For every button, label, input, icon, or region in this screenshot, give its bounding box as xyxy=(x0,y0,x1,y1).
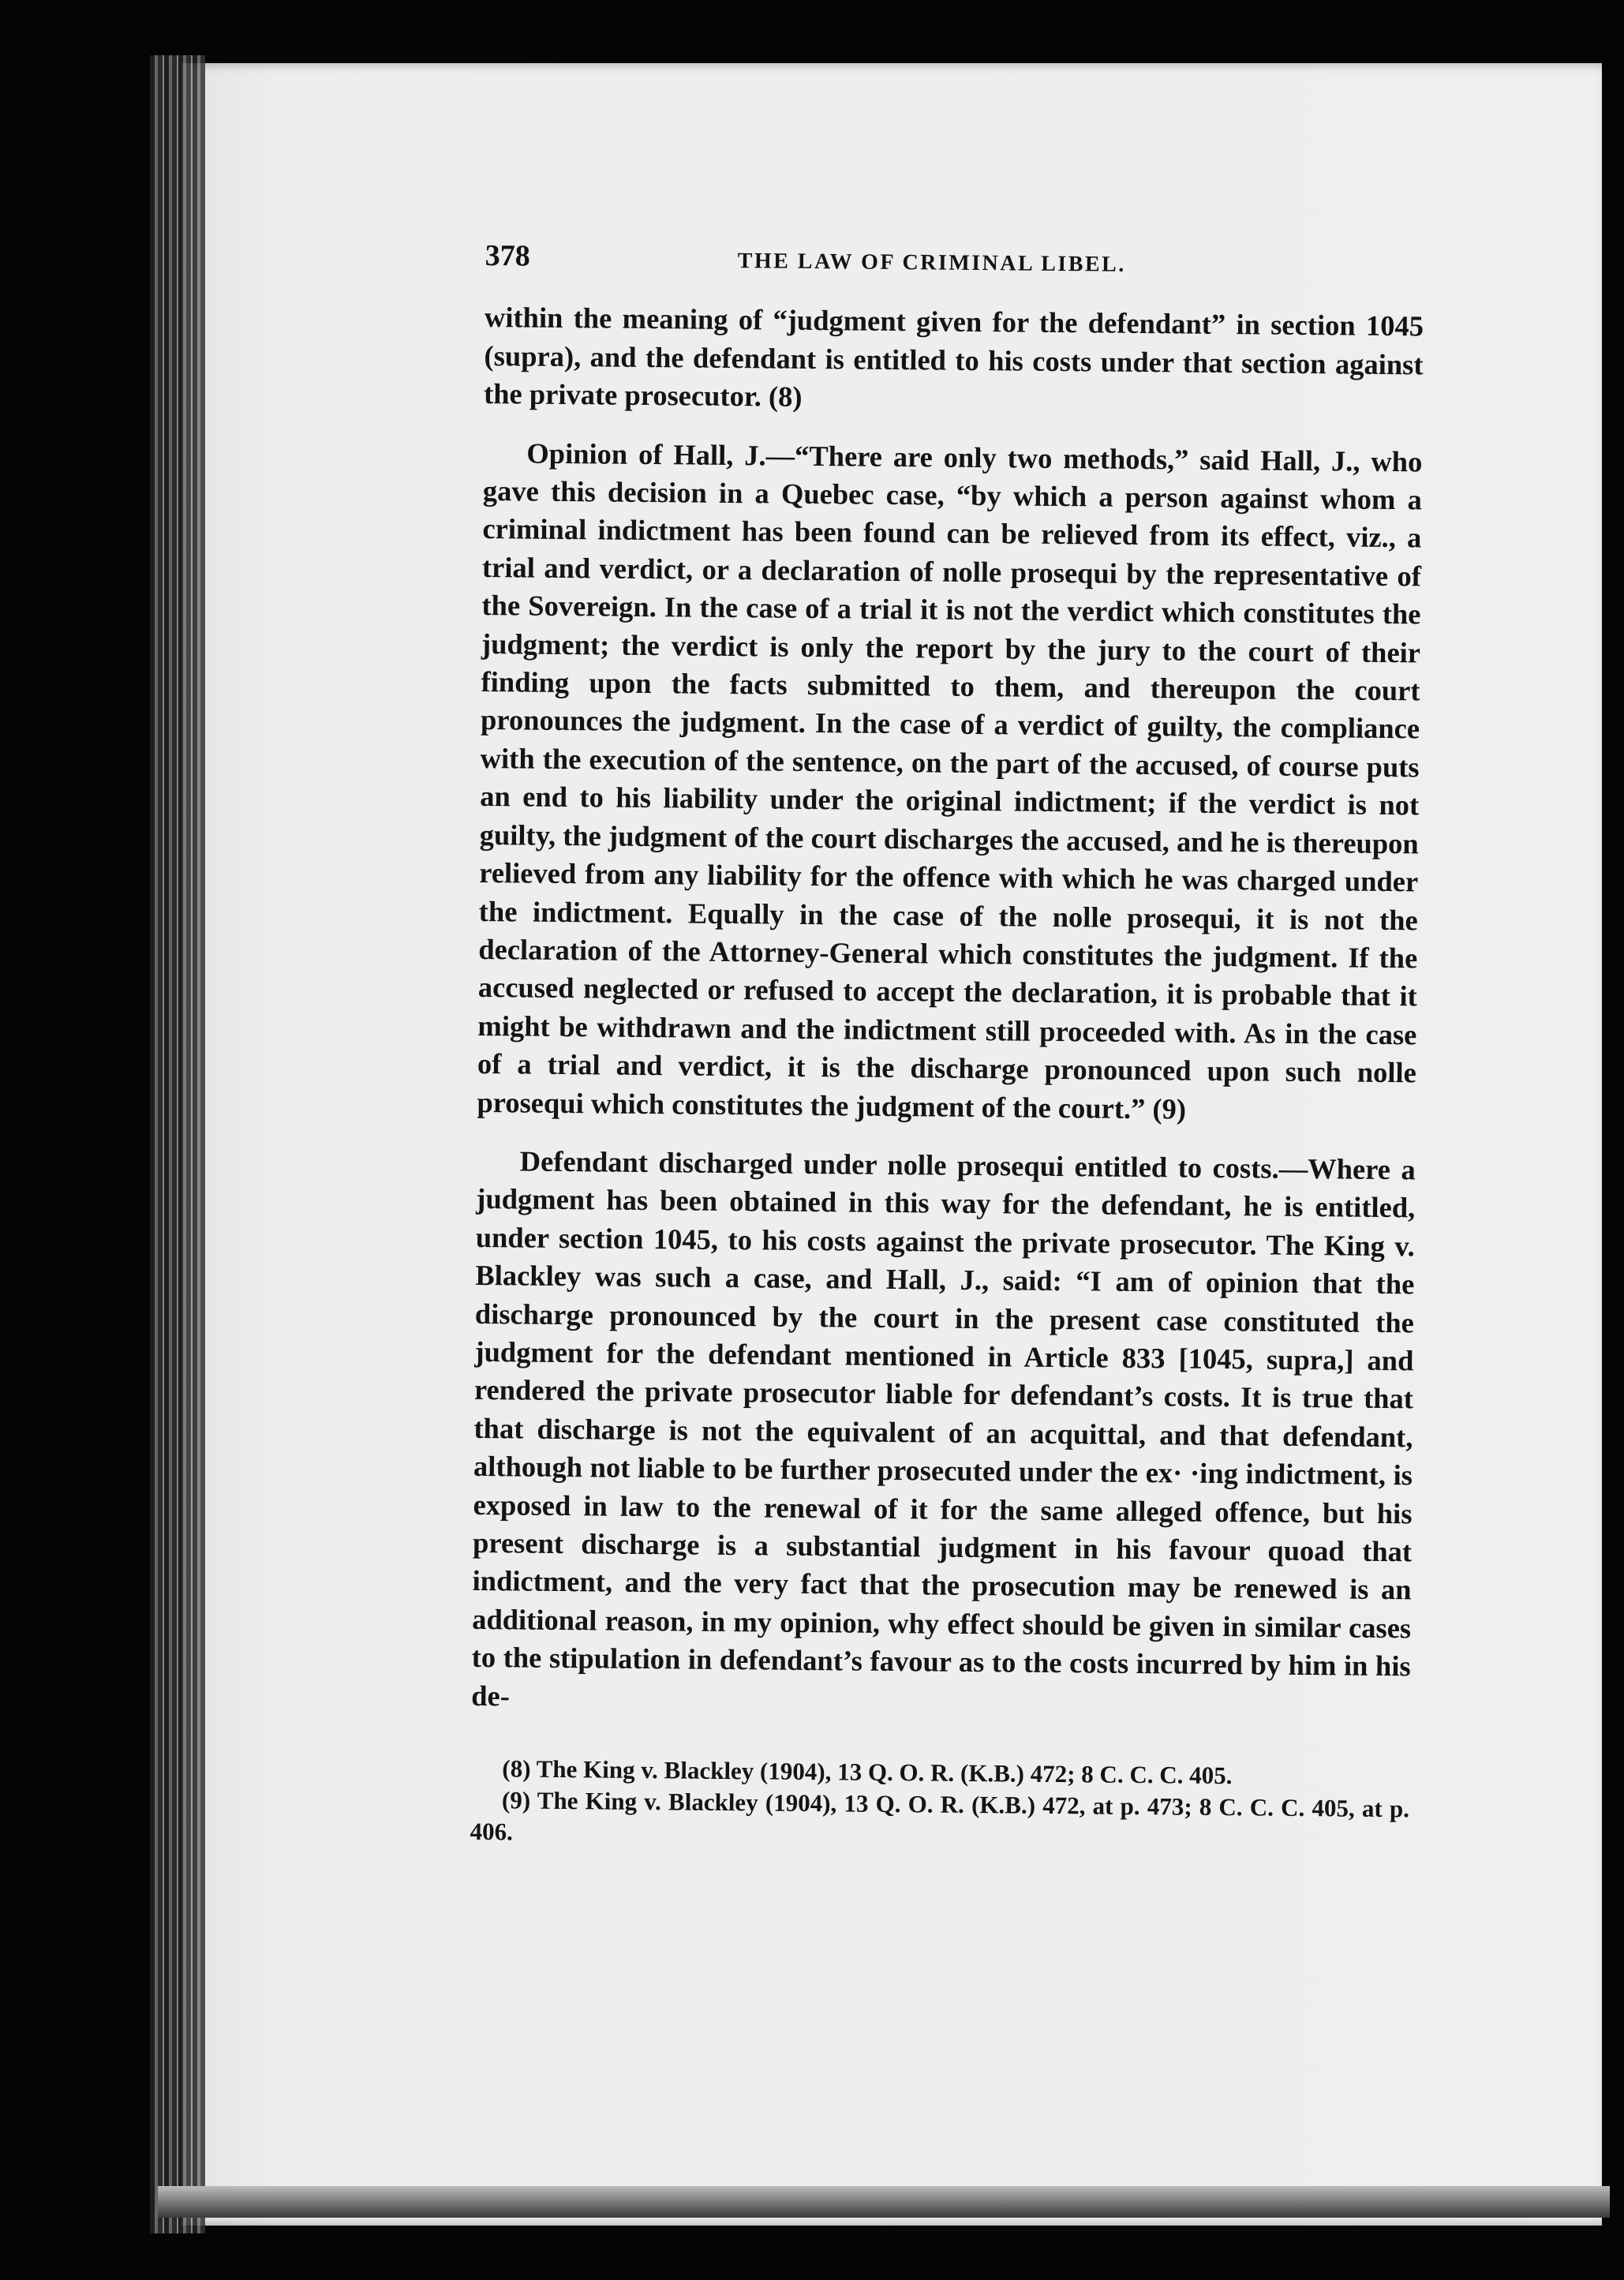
section-heading-defendant-discharged: Defendant discharged under nolle prosequi entitled to costs. xyxy=(519,1144,1279,1185)
footnote-8: (8) The King v. Blackley (1904), 13 Q. O. R. (K.B.) 472; 8 C. C. C. 405. xyxy=(502,1754,1233,1790)
page-text xyxy=(470,237,1424,1856)
paragraph-continuation: within the meaning of “judgment given for the defendant” in section 1045 (supra), and the defendant is entitled to his costs under that section against the private prosecutor. (8) xyxy=(483,301,1424,414)
footnote-9: (9) The King v. Blackley (1904), 13 Q. O. R. (K.B.) 472, at p. 473; 8 C. C. C. 405, at p. 406. xyxy=(470,1786,1410,1846)
page-header xyxy=(485,237,1392,286)
paragraph-defendant-discharged xyxy=(471,1142,1416,1724)
footnotes xyxy=(470,1753,1409,1856)
paragraph-opinion-of-hall xyxy=(477,434,1422,1131)
paragraph-body: —Where a judgment has been obtained in this way for the defendant, he is entitled, under section 1045, to his costs against the private prosecutor. The King v. Blackley was such a case, and Hall, J., said: “I am of opinion that the discharge pronounced by the court in the present case constituted the judgment for the defendant mentioned in Article 833 [1045, supra,] and rendered the private prosecutor liable for defendant’s costs. It is true that that discharge is not the equivalent of an acquittal, and that defendant, although not liable to be further prosecuted under the ex· ·ing indictment, is exposed in law to the renewal of it for the same alleged offence, but his present discharge is a substantial judgment in his favour quoad that indictment, and the very fact that the prosecution may be renewed is an additional reason, in my opinion, why effect should be given in similar cases to the stipulation in defendant’s favour as to the costs incurred by him in his de- xyxy=(471,1151,1416,1713)
section-heading-opinion: Opinion of Hall, J. xyxy=(526,436,766,472)
running-head: THE LAW OF CRIMINAL LIBEL. xyxy=(737,249,1126,277)
paragraph-body: —“There are only two methods,” said Hall, J., who gave this decision in a Quebec case, “by which a person against whom a criminal indictment has been found can be relieved from its effect, viz., a trial and verdict, or a declaration of nolle prosequi by the representative of the Sovereign. In the case of a trial it is not the verdict which constitutes the judgment; the verdict is only the report by the jury to the court of their finding upon the facts submitted to them, and thereupon the court pronounces the judgment. In the case of a verdict of guilty, the compliance with the execution of the sentence, on the part of the accused, of course puts an end to his liability under the original indictment; if the verdict is not guilty, the judgment of the court discharges the accused, and he is thereupon relieved from any liability for the offence with which he was charged under the indictment. Equally in the case of the nolle prosequi, it is not the declaration of the Attorney-General which constitutes the judgment. If the accused neglected or refused to accept the declaration, it is probable that it might be withdrawn and the indictment still proceeded with. As in the case of a trial and verdict, it is the discharge pronounced upon such nolle prosequi which constitutes the judgment of the court.” (9) xyxy=(477,439,1423,1125)
book-binding-edge xyxy=(150,55,205,2233)
page-number: 378 xyxy=(485,238,530,273)
page-bottom-edge xyxy=(158,2186,1610,2218)
